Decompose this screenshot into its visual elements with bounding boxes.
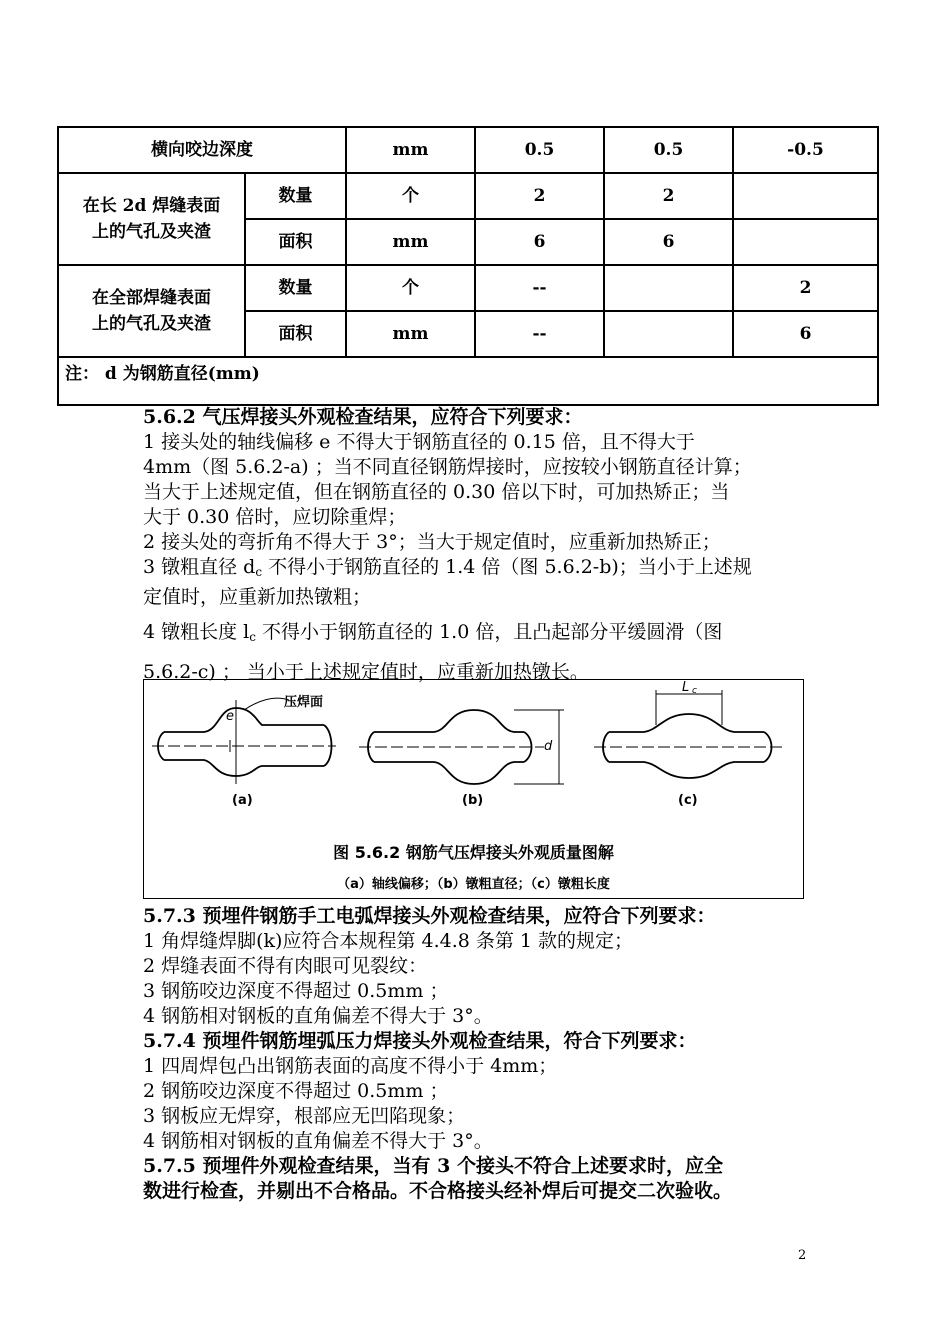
s562-line-7: 定值时，应重新加热镦粗； [143, 586, 372, 608]
row5-unit: mm [346, 311, 475, 357]
section-5-7-4-heading: 5.7.4 预埋件钢筋埋弧压力焊接头外观检查结果，符合下列要求： [143, 1030, 697, 1052]
row2-value-3 [733, 173, 878, 219]
figure-subcaption: （a）轴线偏移；（b）镦粗直径；（c）镦粗长度 [337, 877, 610, 892]
s562-line-6a: 3 镦粗直径 d [143, 556, 256, 578]
s562-line-8 [143, 620, 833, 650]
s574-line-2: 2 钢筋咬边深度不得超过 0.5mm ； [143, 1080, 449, 1102]
label-c: (c) [678, 793, 698, 808]
row5-value-2 [604, 311, 733, 357]
section-5-7 [143, 904, 833, 1204]
row3-value-2: 6 [604, 219, 733, 265]
group1-line-2: 上的气孔及夹渣 [92, 222, 211, 242]
row3-value-3 [733, 219, 878, 265]
s574-line-3: 3 钢板应无焊穿，根部应无凹陷现象； [143, 1105, 466, 1127]
row3-unit: mm [346, 219, 475, 265]
s562-line-6b: 不得小于钢筋直径的 1.4 倍（图 5.6.2-b)；当小于上述规 [262, 556, 752, 578]
row4-value-2 [604, 265, 733, 311]
row2-value-2: 2 [604, 173, 733, 219]
diagram-c [594, 690, 784, 778]
row5-value-1: -- [475, 311, 604, 357]
row2-value-1: 2 [475, 173, 604, 219]
row1-item: 横向咬边深度 [58, 127, 346, 173]
figure-drawing [144, 680, 805, 900]
s573-line-4: 4 钢筋相对钢板的直角偏差不得大于 3°。 [143, 1005, 493, 1027]
s562-line-8a: 4 镦粗长度 l [143, 621, 250, 643]
row1-unit: mm [346, 127, 475, 173]
label-b: (b) [462, 793, 484, 808]
row2-unit: 个 [346, 173, 475, 219]
s573-line-2: 2 焊缝表面不得有肉眼可见裂纹： [143, 955, 428, 977]
section-5-6-2 [143, 405, 833, 685]
section-5-6-2-heading: 5.6.2 气压焊接头外观检查结果，应符合下列要求： [143, 406, 583, 428]
section-5-7-3-heading: 5.7.3 预埋件钢筋手工电弧焊接头外观检查结果，应符合下列要求： [143, 905, 716, 927]
group2-line-1: 在全部焊缝表面 [92, 288, 211, 308]
s574-line-4: 4 钢筋相对钢板的直角偏差不得大于 3°。 [143, 1130, 493, 1152]
table-note: 注： d 为钢筋直径(mm) [58, 357, 878, 405]
row3-value-1: 6 [475, 219, 604, 265]
row5-sub: 面积 [245, 311, 346, 357]
s562-line-2: 4mm（图 5.6.2-a) ；当不同直径钢筋焊接时，应按较小钢筋直径计算； [143, 456, 752, 478]
section-5-7-5-line-2: 数进行检查，并剔出不合格品。不合格接头经补焊后可提交二次验收。 [143, 1180, 733, 1202]
label-a: (a) [232, 793, 253, 808]
s562-line-3: 当大于上述规定值，但在钢筋直径的 0.30 倍以下时，可加热矫正；当 [143, 481, 730, 503]
label-dc: d [544, 739, 553, 754]
s562-line-4: 大于 0.30 倍时，应切除重焊； [143, 506, 407, 528]
figure-5-6-2 [143, 679, 804, 899]
s573-line-3: 3 钢筋咬边深度不得超过 0.5mm ； [143, 980, 449, 1002]
s562-line-9: 5.6.2-c) ； 当小于上述规定值时，应重新加热镦长。 [143, 661, 589, 683]
page-number: 2 [798, 1248, 807, 1263]
row4-value-1: -- [475, 265, 604, 311]
row1-value-3: -0.5 [733, 127, 878, 173]
weld-inspection-table [57, 126, 879, 406]
row2-sub: 数量 [245, 173, 346, 219]
label-weld-face: 压焊面 [284, 695, 324, 710]
group1-label [58, 173, 245, 265]
s574-line-1: 1 四周焊包凸出钢筋表面的高度不得小于 4mm； [143, 1055, 558, 1077]
s562-line-8-sub: c [249, 630, 256, 644]
row4-unit: 个 [346, 265, 475, 311]
label-lc-sub: c [692, 686, 697, 696]
s562-line-6-sub: c [255, 565, 263, 579]
section-5-7-5-line-1: 5.7.5 预埋件外观检查结果，当有 3 个接头不符合上述要求时，应全 [143, 1155, 723, 1177]
row1-value-2: 0.5 [604, 127, 733, 173]
diagram-b [359, 710, 564, 784]
row5-value-3: 6 [733, 311, 878, 357]
s562-line-1: 1 接头处的轴线偏移 e 不得大于钢筋直径的 0.15 倍，且不得大于 [143, 431, 695, 453]
group1-line-1: 在长 2d 焊缝表面 [82, 196, 221, 216]
figure-caption: 图 5.6.2 钢筋气压焊接头外观质量图解 [333, 843, 614, 862]
s562-line-5: 2 接头处的弯折角不得大于 3°；当大于规定值时，应重新加热矫正； [143, 531, 721, 553]
label-lc: L [682, 680, 690, 695]
label-e: e [226, 709, 234, 724]
s562-line-8b: 不得小于钢筋直径的 1.0 倍，且凸起部分平缓圆滑（图 [255, 621, 723, 643]
row4-sub: 数量 [245, 265, 346, 311]
s562-line-6 [143, 555, 833, 585]
group2-label [58, 265, 245, 357]
row3-sub: 面积 [245, 219, 346, 265]
diagram-a [152, 698, 336, 784]
group2-line-2: 上的气孔及夹渣 [92, 314, 211, 334]
s573-line-1: 1 角焊缝焊脚(k)应符合本规程第 4.4.8 条第 1 款的规定； [143, 930, 634, 952]
row4-value-3: 2 [733, 265, 878, 311]
row1-value-1: 0.5 [475, 127, 604, 173]
